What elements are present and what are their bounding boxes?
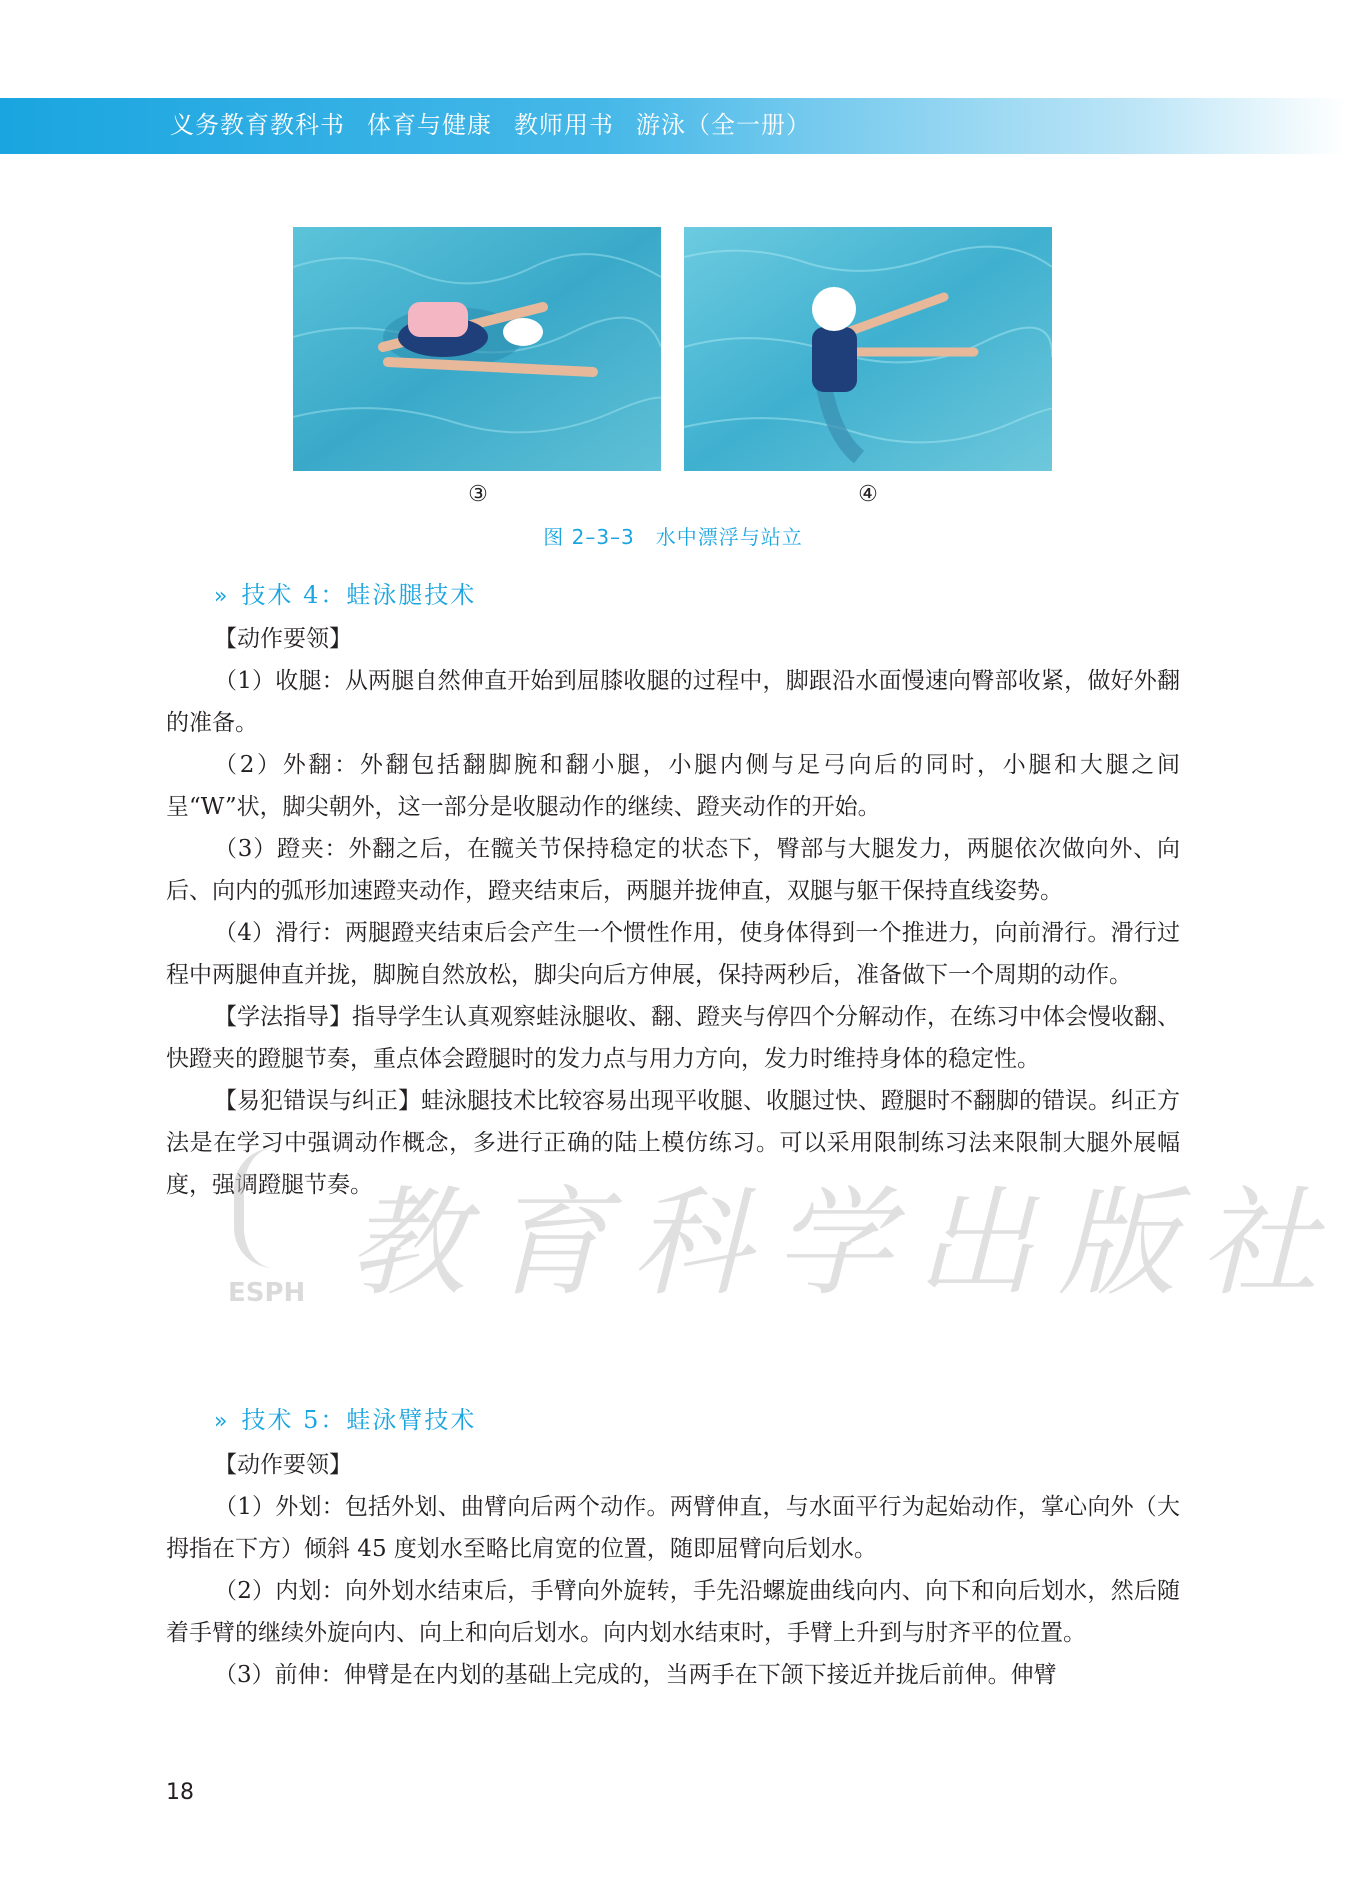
- paragraph: （2）内划：向外划水结束后，手臂向外旋转，手先沿螺旋曲线向内、向下和向后划水，然后随着手臂的继续外旋向内、向上和向后划水。向内划水结束时，手臂上升到与肘齐平的位置。: [166, 1578, 1180, 1646]
- paragraph: 【易犯错误与纠正】蛙泳腿技术比较容易出现平收腿、收腿过快、蹬腿时不翻脚的错误。纠正方法是在学习中强调动作概念，多进行正确的陆上模仿练习。可以采用限制练习法来限制大腿外展幅度，强调蹬腿节奏。: [166, 1088, 1180, 1198]
- header-part-volume: 游泳（全一册）: [636, 111, 811, 139]
- paragraph: （3）前伸：伸臂是在内划的基础上完成的，当两手在下颌下接近并拢后前伸。伸臂: [214, 1662, 1057, 1688]
- paragraph: （3）蹬夹：外翻之后，在髋关节保持稳定的状态下，臀部与大腿发力，两腿依次做向外、向后、向内的弧形加速蹬夹动作，蹬夹结束后，两腿并拢伸直，双腿与躯干保持直线姿势。: [166, 836, 1180, 904]
- paragraph: （1）收腿：从两腿自然伸直开始到屈膝收腿的过程中，脚跟沿水面慢速向臀部收紧，做好外翻的准备。: [166, 668, 1180, 736]
- photo-standing: [684, 227, 1052, 471]
- paragraph: （1）外划：包括外划、曲臂向后两个动作。两臂伸直，与水面平行为起始动作，掌心向外（大拇指在下方）倾斜 45 度划水至略比肩宽的位置，随即屈臂向后划水。: [166, 1494, 1180, 1562]
- section-heading-5: [214, 1400, 476, 1435]
- header-part-subject: 体育与健康: [367, 111, 492, 139]
- watermark-text: 教育科学出版社: [348, 1174, 1343, 1312]
- paragraph: （2）外翻：外翻包括翻脚腕和翻小腿，小腿内侧与足弓向后的同时，小腿和大腿之间呈“W”状，脚尖朝外，这一部分是收腿动作的继续、蹬夹动作的开始。: [166, 752, 1180, 820]
- section-title-4: 技术 4：蛙泳腿技术: [241, 581, 477, 609]
- section-5-body: [166, 1444, 1180, 1696]
- section-title-5: 技术 5：蛙泳臂技术: [241, 1406, 477, 1434]
- figure-caption: 图 2–3–3 水中漂浮与站立: [543, 525, 803, 549]
- paragraph: 【学法指导】指导学生认真观察蛙泳腿收、翻、蹬夹与停四个分解动作，在练习中体会慢收翻、快蹬夹的蹬腿节奏，重点体会蹬腿时的发力点与用力方向，发力时维持身体的稳定性。: [166, 1004, 1180, 1072]
- double-chevron-icon: »: [214, 584, 230, 609]
- section-heading-4: [214, 575, 476, 610]
- paragraph: 【动作要领】: [214, 626, 352, 652]
- header-part-series: 义务教育教科书: [170, 111, 345, 139]
- double-chevron-icon: »: [214, 1409, 230, 1434]
- paragraph: （4）滑行：两腿蹬夹结束后会产生一个惯性作用，使身体得到一个推进力，向前滑行。滑行过程中两腿伸直并拢，脚腕自然放松，脚尖向后方伸展，保持两秒后，准备做下一个周期的动作。: [166, 920, 1180, 988]
- paragraph: 【动作要领】: [214, 1452, 352, 1478]
- photo-floating: [293, 227, 661, 471]
- photo-label-4: ④: [858, 482, 878, 507]
- watermark-mark: ESPH: [228, 1278, 306, 1308]
- page-number: 18: [166, 1780, 194, 1805]
- header-bar: [0, 98, 1346, 154]
- book-series-title: [170, 107, 833, 143]
- header-part-type: 教师用书: [514, 111, 614, 139]
- section-4-body: [166, 618, 1180, 1206]
- photo-label-3: ③: [468, 482, 488, 507]
